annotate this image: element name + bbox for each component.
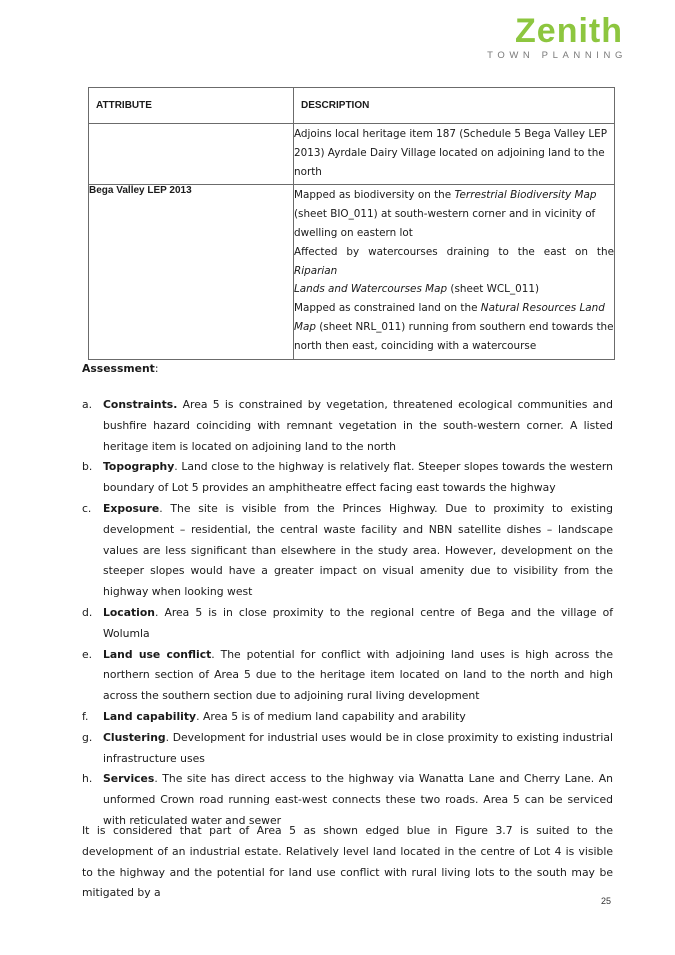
header-attribute: ATTRIBUTE <box>89 88 294 124</box>
list-marker: a. <box>82 398 93 411</box>
list-item-text: . The potential for conflict with adjoining land uses is high across the northern section of Area 5 due to the heritage item located on land to the north and high across the southern section due to adjoining rural living development <box>103 647 613 703</box>
header-description: DESCRIPTION <box>294 88 615 124</box>
assessment-heading: Assessment: <box>82 362 159 375</box>
assessment-heading-text: Assessment <box>82 362 155 375</box>
description-line: Adjoins local heritage item 187 (Schedule 5 Bega Valley LEP <box>294 128 607 140</box>
table-header-row <box>89 88 615 124</box>
list-marker: g. <box>82 730 93 744</box>
list-item <box>82 603 613 645</box>
description-cell <box>294 185 615 359</box>
list-item-label: Services <box>103 772 155 786</box>
description-line: north then east, coinciding with a watercourse <box>294 339 537 352</box>
description-line: dwelling on eastern lot <box>294 226 413 239</box>
description-line: Mapped as constrained land on the Natural Resources Land <box>294 302 605 315</box>
description-line: Map (sheet NRL_011) running from southern end towards the <box>294 320 614 333</box>
list-item-text: . Land close to the highway is relatively flat. Steeper slopes towards the western boundary of Lot 5 provides an amphitheatre effect facing east towards the highway <box>103 460 613 495</box>
list-item-label: Land use conflict <box>103 647 212 661</box>
list-item-label: Land capability <box>103 709 197 723</box>
list-item <box>82 707 613 728</box>
assessment-list <box>82 395 613 832</box>
table-row <box>89 124 615 185</box>
description-line: (sheet BIO_011) at south-western corner and in vicinity of <box>294 208 596 221</box>
description-line: Lands and Watercourses Map (sheet WCL_011) <box>294 283 540 296</box>
list-item-text: . Area 5 is of medium land capability and arability <box>196 709 466 723</box>
list-item-text: Area 5 is constrained by vegetation, threatened ecological communities and bushfire hazard coinciding with remnant vegetation in the south-western corner. A listed heritage item is located on adjoining land to the north <box>103 398 613 453</box>
list-item-label: Clustering <box>103 730 166 744</box>
page-number: 25 <box>600 896 611 906</box>
company-logo <box>487 12 627 61</box>
description-line: north <box>294 165 322 178</box>
attribute-cell <box>89 124 294 185</box>
list-marker: h. <box>82 772 93 786</box>
list-item-label: Constraints. <box>103 398 178 411</box>
description-cell <box>294 124 615 185</box>
list-item-text: . Development for industrial uses would be in close proximity to existing industrial infrastructure uses <box>103 730 613 765</box>
list-item-label: Location <box>103 605 155 619</box>
description-line: 2013) Ayrdale Dairy Village located on adjoining land to the <box>294 146 605 159</box>
list-item-text: . Area 5 is in close proximity to the regional centre of Bega and the village of Wolumla <box>103 605 613 640</box>
list-item-text: . The site is visible from the Princes Highway. Due to proximity to existing development – residential, the central waste facility and NBN satellite dishes – landscape values are less significant than elsewhere in the study area. However, development on the steeper slopes would have a greater impact on visual amenity due to visibility from the highway when looking west <box>103 501 613 599</box>
description-line: Affected by watercourses draining to the east on the Riparian <box>294 245 614 277</box>
list-item <box>82 499 613 603</box>
list-marker: d. <box>82 605 93 619</box>
list-item-label: Topography <box>103 460 175 474</box>
list-marker: e. <box>82 647 93 661</box>
list-item <box>82 395 613 457</box>
table-row <box>89 185 615 359</box>
list-item <box>82 457 613 499</box>
list-marker: b. <box>82 460 93 474</box>
list-item <box>82 645 613 707</box>
description-line: Mapped as biodiversity on the Terrestrial Biodiversity Map <box>294 189 597 202</box>
list-item-text: . The site has direct access to the highway via Wanatta Lane and Cherry Lane. An unformed Crown road running east-west connects these two roads. Area 5 can be serviced with reticulated water and sewer <box>103 772 613 827</box>
logo-subtitle: TOWN PLANNING <box>487 50 627 61</box>
attribute-cell: Bega Valley LEP 2013 <box>89 185 294 359</box>
logo-wordmark: Zenith <box>515 12 623 50</box>
list-marker: c. <box>82 501 92 515</box>
closing-paragraph: It is considered that part of Area 5 as shown edged blue in Figure 3.7 is suited to the development of an industrial estate. Relatively level land located in the centre of Lot 4 is visible to the highway and the potential for land use conflict with rural living lots to the south may be mitigated by a <box>82 824 613 900</box>
list-item-label: Exposure <box>103 501 160 515</box>
list-item <box>82 728 613 770</box>
list-marker: f. <box>82 709 89 723</box>
attribute-table <box>88 87 615 360</box>
